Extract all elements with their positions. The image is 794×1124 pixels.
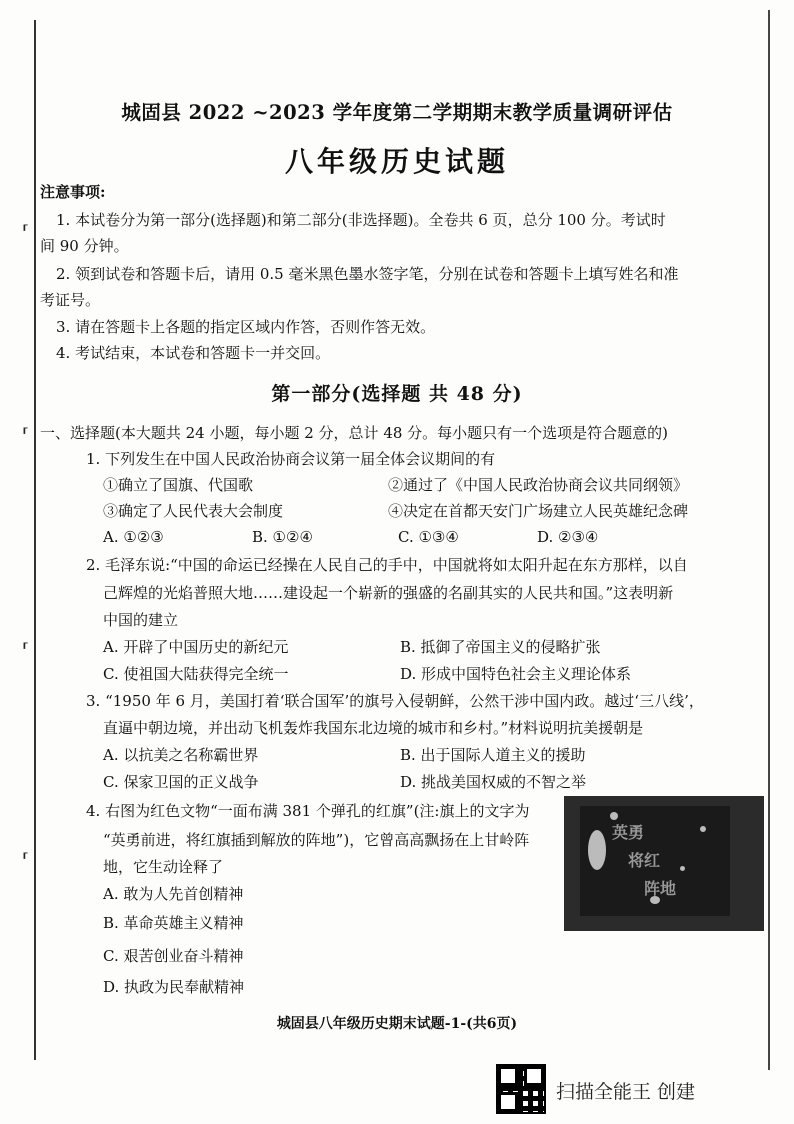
q4-line-1: 4. 右图为红色文物“一面布满 381 个弹孔的红旗”(注:旗上的文字为 <box>86 802 530 820</box>
q2-option-a: A. 开辟了中国历史的新纪元 <box>103 638 289 656</box>
q1-statement-2: ②通过了《中国人民政治协商会议共同纲领》 <box>388 476 689 494</box>
section-instruction: 一、选择题(本大题共 24 小题，每小题 2 分，总计 48 分。每小题只有一个选项是符合题意的) <box>40 424 669 442</box>
q4-line-2: “英勇前进，将红旗插到解放的阵地”)，它曾高高飘扬在上甘岭阵 <box>103 831 530 849</box>
note-2-line-2: 考证号。 <box>40 291 101 309</box>
q2-line-2: 己辉煌的光焰普照大地……建设起一个崭新的强盛的名副其实的人民共和国。”这表明新 <box>103 584 674 602</box>
q1-statement-4: ④决定在首都天安门广场建立人民英雄纪念碑 <box>388 502 689 520</box>
section-title: 第一部分(选择题 共 48 分) <box>271 383 523 405</box>
binding-mark: ⸢ <box>22 640 30 661</box>
flag-text-1: 英勇 <box>612 823 645 842</box>
q4-option-a: A. 敢为人先首创精神 <box>103 885 244 903</box>
note-3: 3. 请在答题卡上各题的指定区域内作答，否则作答无效。 <box>56 318 436 336</box>
note-1-line-1: 1. 本试卷分为第一部分(选择题)和第二部分(非选择题)。全卷共 6 页，总分 100 分。考试时 <box>56 211 666 229</box>
q1-option-b: B. ①②④ <box>252 528 313 546</box>
q3-line-2: 直逼中朝边境，并出动飞机轰炸我国东北边境的城市和乡村。”材料说明抗美援朝是 <box>103 719 644 737</box>
flag-text-2: 将红 <box>628 851 661 870</box>
q2-line-3: 中国的建立 <box>103 611 179 629</box>
exam-header-title: 城固县 2022 ~2023 学年度第二学期期末教学质量调研评估 <box>121 101 673 124</box>
q4-line-3: 地，它生动诠释了 <box>103 858 224 876</box>
q3-option-c: C. 保家卫国的正义战争 <box>103 773 259 791</box>
q4-option-c: C. 艰苦创业奋斗精神 <box>103 947 244 965</box>
q1-stem: 1. 下列发生在中国人民政治协商会议第一届全体会议期间的有 <box>86 450 496 468</box>
q1-statement-1: ①确立了国旗、代国歌 <box>103 476 254 494</box>
exam-subject-title: 八年级历史试题 <box>284 145 509 178</box>
binding-mark: ⸢ <box>22 850 30 871</box>
page-footer: 城固县八年级历史期末试题-1-(共6页) <box>276 1016 518 1032</box>
q3-option-a: A. 以抗美之名称霸世界 <box>103 746 259 764</box>
q1-statement-3: ③确定了人民代表大会制度 <box>103 502 284 520</box>
q2-line-1: 2. 毛泽东说:“中国的命运已经操在人民自己的手中，中国就将如太阳升起在东方那样，以自 <box>86 556 688 574</box>
q2-option-d: D. 形成中国特色社会主义理论体系 <box>400 665 632 683</box>
qr-code-icon <box>496 1064 546 1114</box>
note-2-line-1: 2. 领到试卷和答题卡后，请用 0.5 毫米黑色墨水签字笔，分别在试卷和答题卡上填写姓名和准 <box>56 265 679 283</box>
bullet-riddled-flag <box>580 806 730 916</box>
q2-option-b: B. 抵御了帝国主义的侵略扩张 <box>400 638 601 656</box>
q3-option-d: D. 挑战美国权威的不智之举 <box>400 773 587 791</box>
q4-option-d: D. 执政为民奉献精神 <box>103 978 245 996</box>
q3-option-b: B. 出于国际人道主义的援助 <box>400 746 586 764</box>
scanner-watermark: 扫描全能王 创建 <box>556 1081 696 1103</box>
flag-text-3: 阵地 <box>644 879 677 898</box>
note-1-line-2: 间 90 分钟。 <box>40 237 129 255</box>
notes-heading: 注意事项: <box>40 183 106 201</box>
q3-line-1: 3. “1950 年 6 月，美国打着‘联合国军’的旗号入侵朝鲜，公然干涉中国内政。越过‘三八线’， <box>86 692 704 710</box>
q1-option-d: D. ②③④ <box>537 528 599 546</box>
red-flag-photo <box>564 796 764 931</box>
q2-option-c: C. 使祖国大陆获得完全统一 <box>103 665 289 683</box>
q1-option-a: A. ①②③ <box>103 528 164 546</box>
binding-mark: ⸢ <box>22 222 30 243</box>
q1-option-c: C. ①③④ <box>398 528 459 546</box>
binding-mark: ⸢ <box>22 425 30 446</box>
q4-option-b: B. 革命英雄主义精神 <box>103 914 244 932</box>
note-4: 4. 考试结束，本试卷和答题卡一并交回。 <box>56 344 331 362</box>
